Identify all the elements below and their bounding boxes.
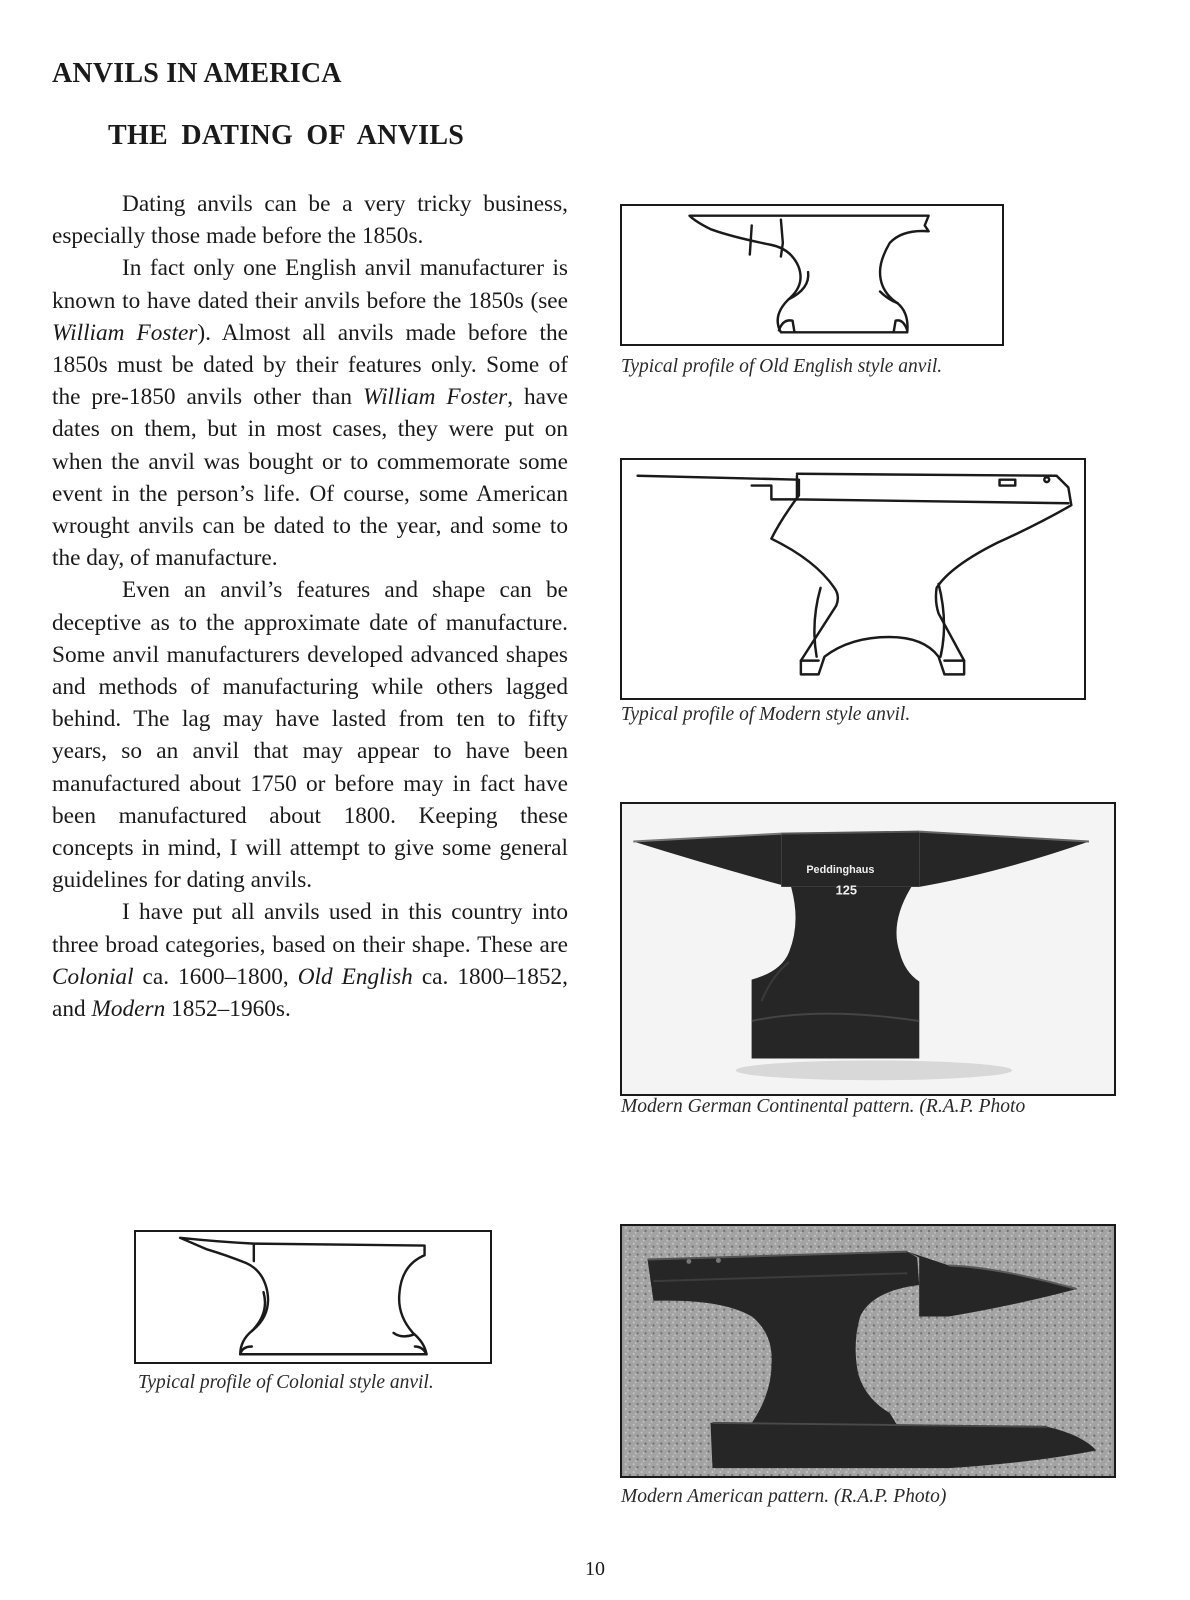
modern-anvil-caption: Typical profile of Modern style anvil. bbox=[621, 704, 911, 725]
american-anvil-photo bbox=[622, 1226, 1114, 1476]
text-run: I have put all anvils used in this country into three broad categories, based on their shape. These are bbox=[52, 899, 568, 958]
italic-ref-william-foster: William Foster bbox=[362, 384, 508, 411]
german-anvil-caption: Modern German Continental pattern. (R.A.P. Photo bbox=[621, 1096, 1026, 1117]
text-run: ). Almost all anvils made before the 1850s must be dated by their features only. Some of the pre-1850 anvils other than bbox=[52, 319, 568, 411]
book-title: ANVILS IN AMERICA bbox=[52, 58, 342, 89]
text-run: ca. 1800–1852, and bbox=[52, 963, 568, 1023]
paragraph-3: Even an anvil’s features and shape can be deceptive as to the approximate date of manufacture. Some anvil manufacturers developed advanced shapes and methods of manufacturing while others lagged behind. The lag may have lasted from ten to fifty years, so an anvil that may appear to have been manufactured about 1750 or before may in fact have been manufactured about 1800. Keeping these concepts in mind, I will attempt to give some general guidelines for dating anvils. bbox=[52, 577, 568, 894]
paragraph-1: Dating anvils can be a very tricky business, especially those made before the 1850s. bbox=[52, 191, 568, 250]
american-anvil-caption: Modern American pattern. (R.A.P. Photo) bbox=[621, 1486, 947, 1507]
german-anvil-photo-figure bbox=[620, 802, 1116, 1096]
old-english-anvil-caption: Typical profile of Old English style anvil. bbox=[621, 356, 943, 377]
italic-term-colonial: Colonial bbox=[52, 963, 134, 990]
text-run: ca. 1600–1800, bbox=[133, 963, 298, 990]
modern-anvil-profile-drawing bbox=[622, 460, 1084, 698]
text-run: In fact only one English anvil manufacturer is known to have dated their anvils before the 1850s (see bbox=[52, 255, 568, 314]
modern-anvil-figure bbox=[620, 458, 1086, 700]
italic-ref-william-foster: William Foster bbox=[52, 319, 198, 346]
paragraph-2 bbox=[52, 252, 568, 574]
colonial-anvil-caption: Typical profile of Colonial style anvil. bbox=[138, 1372, 434, 1393]
old-english-anvil-figure bbox=[620, 204, 1004, 346]
old-english-anvil-profile-drawing bbox=[622, 206, 1002, 344]
chapter-title: THE DATING OF ANVILS bbox=[108, 120, 465, 151]
italic-term-modern: Modern bbox=[91, 996, 166, 1023]
paragraph-4 bbox=[52, 896, 568, 1025]
weight-stamp: 125 bbox=[835, 882, 857, 898]
german-anvil-photo bbox=[622, 804, 1114, 1094]
peddinghaus-stamp: Peddinghaus bbox=[806, 864, 875, 877]
italic-term-old-english: Old English bbox=[297, 963, 413, 990]
page-number: 10 bbox=[585, 1558, 605, 1580]
american-anvil-photo-figure bbox=[620, 1224, 1116, 1478]
text-run: 1852–1960s. bbox=[165, 996, 291, 1023]
text-run: , have dates on them, but in most cases, they were put on when the anvil was bought or to commemorate some event in the person’s life. Of course, some American wrought anvils can be dated to the year, and some to the day, of manufacture. bbox=[52, 384, 568, 572]
colonial-anvil-figure bbox=[134, 1230, 492, 1364]
colonial-anvil-profile-drawing bbox=[136, 1232, 490, 1362]
body-text bbox=[52, 188, 568, 1025]
